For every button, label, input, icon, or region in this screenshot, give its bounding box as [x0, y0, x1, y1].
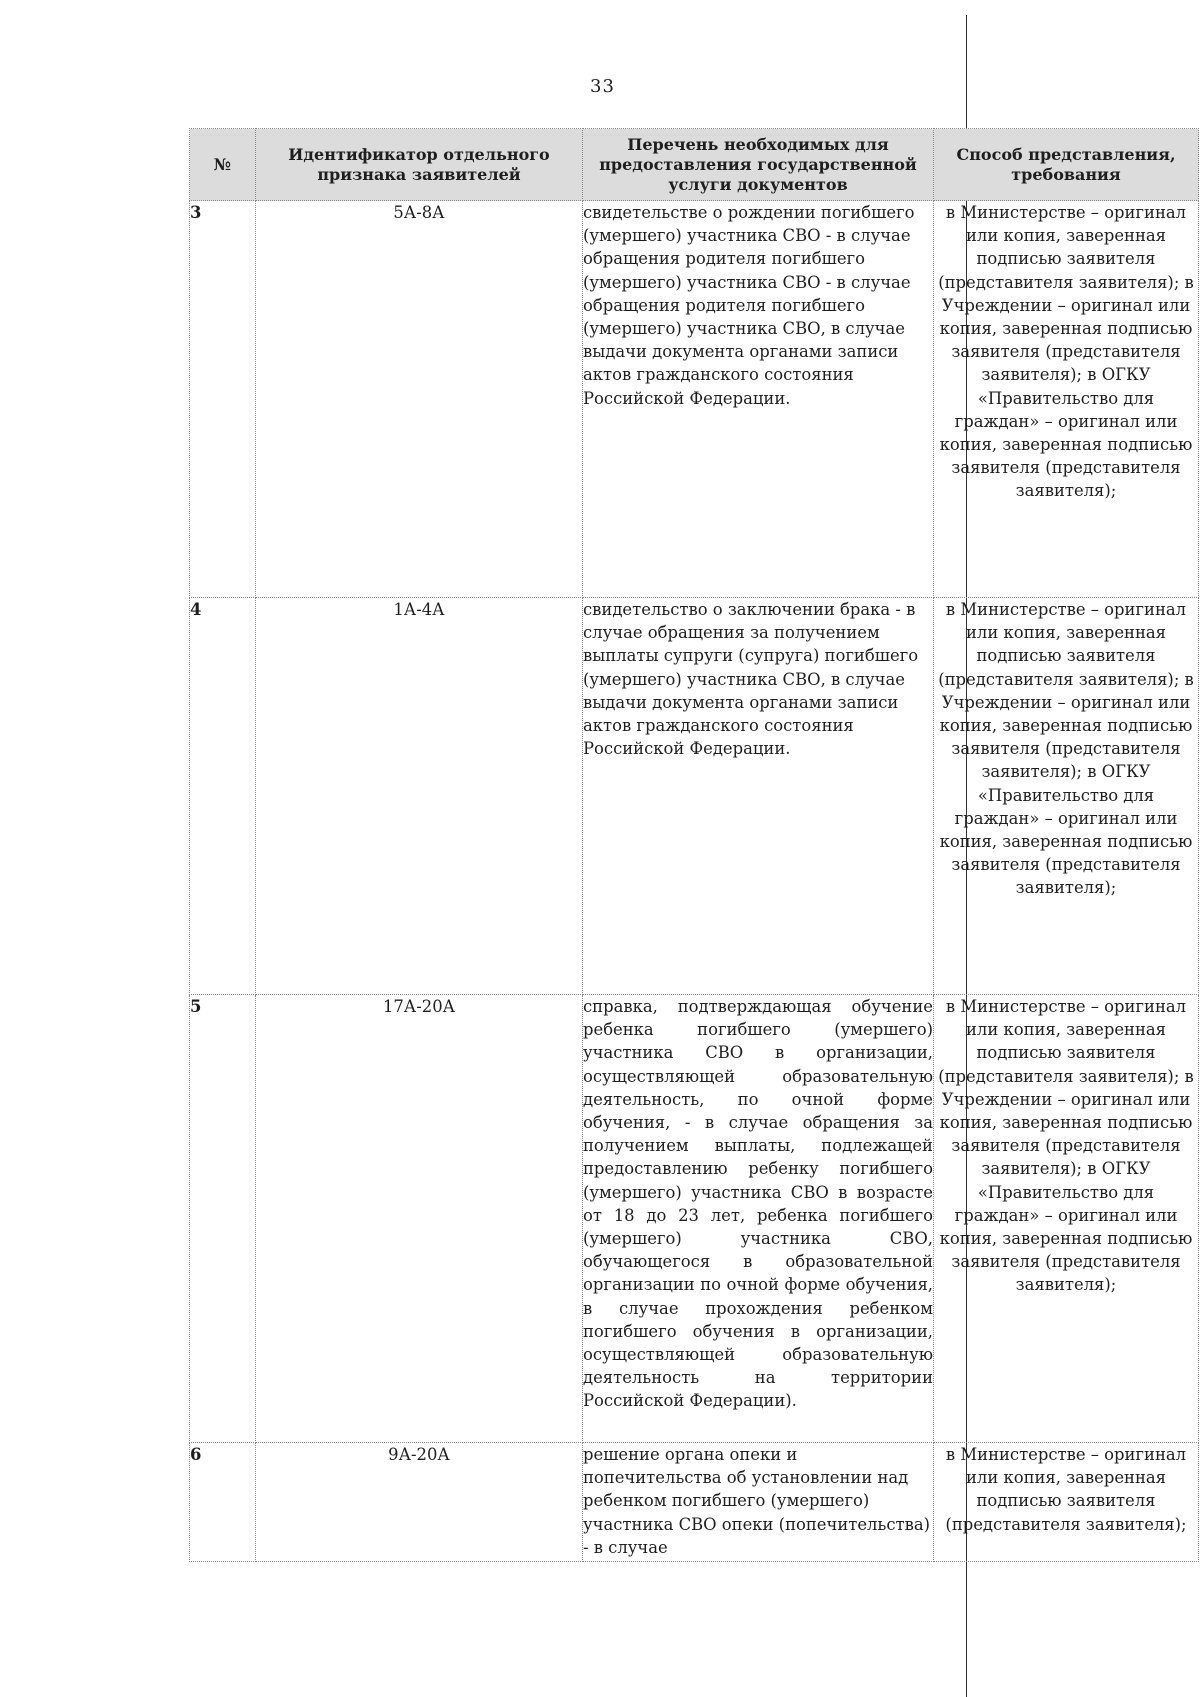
row-num: 4 — [190, 598, 256, 995]
table-row — [190, 201, 1199, 598]
header-identifier: Идентификатор отдельного признака заявителей — [256, 129, 583, 201]
row-documents: решение органа опеки и попечительства об установлении над ребенком погибшего (умершего) участника СВО опеки (попечительства) - в случае — [583, 1443, 934, 1562]
row-num: 5 — [190, 995, 256, 1443]
row-identifier: 17А-20А — [256, 995, 583, 1443]
row-method: в Министерстве – оригинал или копия, заверенная подписью заявителя (представителя заявителя); в Учреждении – оригинал или копия, заверенная подписью заявителя (представителя заявителя); в ОГКУ «Правительство для граждан» – оригинал или копия, заверенная подписью заявителя (представителя заявителя); — [934, 995, 1199, 1443]
row-documents: свидетельство о заключении брака - в случае обращения за получением выплаты супруги (супруга) погибшего (умершего) участника СВО, в случае выдачи документа органами записи актов гражданского состояния Российской Федерации. — [583, 598, 934, 995]
documents-table — [189, 128, 1199, 1562]
header-num: № — [190, 129, 256, 201]
row-num: 6 — [190, 1443, 256, 1562]
row-documents: свидетельстве о рождении погибшего (умершего) участника СВО - в случае обращения родителя погибшего (умершего) участника СВО - в случае обращения родителя погибшего (умершего) участника СВО, в случае выдачи документа органами записи актов гражданского состояния Российской Федерации. — [583, 201, 934, 598]
row-method: в Министерстве – оригинал или копия, заверенная подписью заявителя (представителя заявителя); — [934, 1443, 1199, 1562]
row-documents: справка, подтверждающая обучение ребенка погибшего (умершего) участника СВО в организации, осуществляющей образовательную деятельность, по очной форме обучения, - в случае обращения за получением выплаты, подлежащей предоставлению ребенку погибшего (умершего) участника СВО в возрасте от 18 до 23 лет, ребенка погибшего (умершего) участника СВО, обучающегося в образовательной организации по очной форме обучения, в случае прохождения ребенком погибшего обучения в организации, осуществляющей образовательную деятельность на территории Российской Федерации). — [583, 995, 934, 1443]
row-num: 3 — [190, 201, 256, 598]
table-row — [190, 995, 1199, 1443]
table-row — [190, 598, 1199, 995]
table-header-row — [190, 129, 1199, 201]
row-identifier: 5А-8А — [256, 201, 583, 598]
row-identifier: 9А-20А — [256, 1443, 583, 1562]
page-number: 33 — [590, 76, 615, 97]
header-method: Способ представления, требования — [934, 129, 1199, 201]
header-documents: Перечень необходимых для предоставления государственной услуги документов — [583, 129, 934, 201]
row-method: в Министерстве – оригинал или копия, заверенная подписью заявителя (представителя заявителя); в Учреждении – оригинал или копия, заверенная подписью заявителя (представителя заявителя); в ОГКУ «Правительство для граждан» – оригинал или копия, заверенная подписью заявителя (представителя заявителя); — [934, 598, 1199, 995]
table-row — [190, 1443, 1199, 1562]
row-method: в Министерстве – оригинал или копия, заверенная подписью заявителя (представителя заявителя); в Учреждении – оригинал или копия, заверенная подписью заявителя (представителя заявителя); в ОГКУ «Правительство для граждан» – оригинал или копия, заверенная подписью заявителя (представителя заявителя); — [934, 201, 1199, 598]
row-identifier: 1А-4А — [256, 598, 583, 995]
